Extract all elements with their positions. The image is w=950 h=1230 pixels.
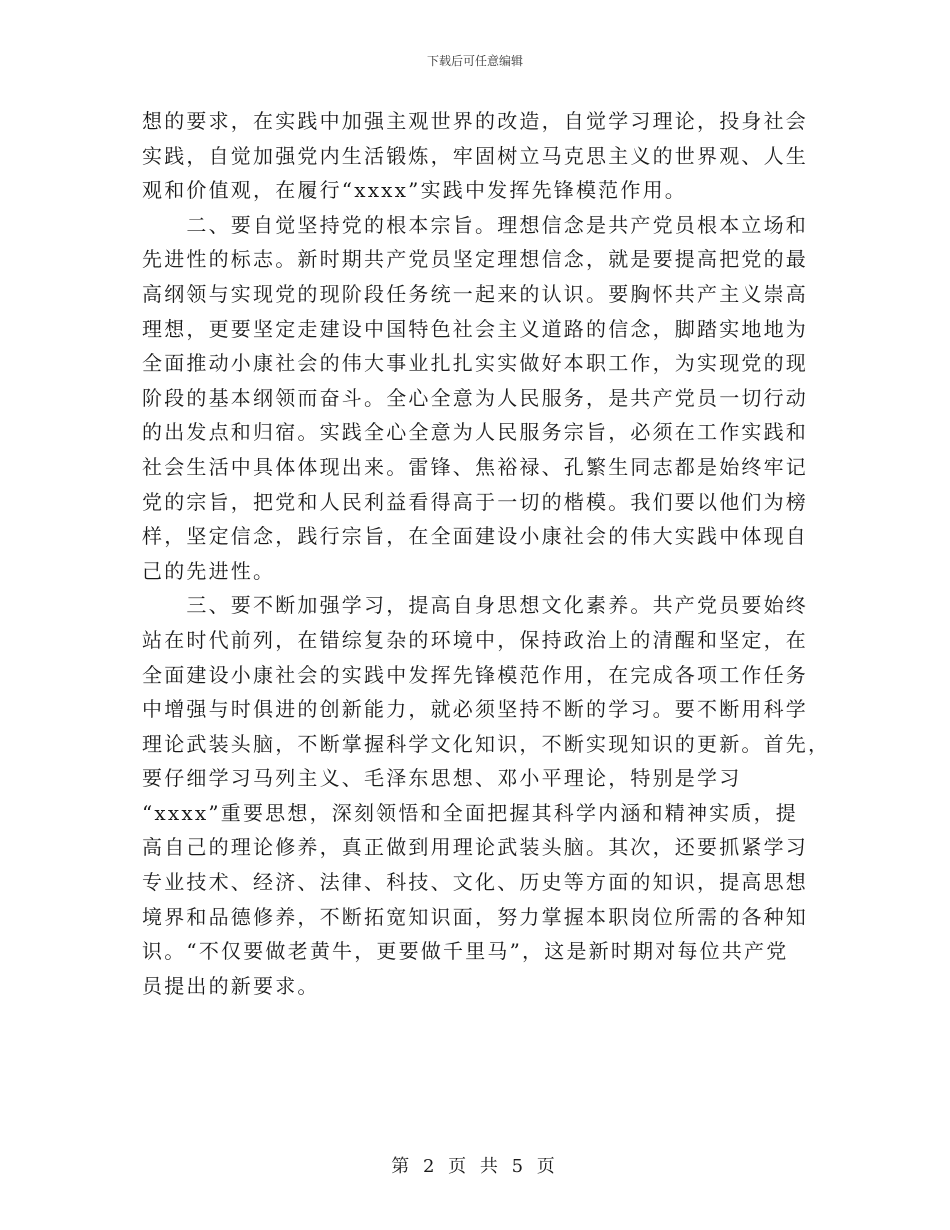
text-line: 社会生活中具体体现出来。雷锋、焦裕禄、孔繁生同志都是始终牢记 bbox=[142, 454, 808, 479]
page-number-footer: 第 2 页 共 5 页 bbox=[391, 1156, 559, 1177]
text-line: 样，坚定信念，践行宗旨，在全面建设小康社会的伟大实践中体现自 bbox=[142, 524, 808, 549]
text-line: 中增强与时俱进的创新能力，就必须坚持不断的学习。要不断用科学 bbox=[142, 697, 808, 722]
text-line: 党的宗旨，把党和人民利益看得高于一切的楷模。我们要以他们为榜 bbox=[142, 489, 808, 514]
paragraph-2 bbox=[142, 208, 808, 589]
text-line: 要仔细学习马列主义、毛泽东思想、邓小平理论，特别是学习 bbox=[142, 766, 742, 791]
page-header: 下载后可任意编辑 bbox=[426, 54, 523, 68]
text-line: 员提出的新要求。 bbox=[142, 973, 320, 998]
text-line: 全面推动小康社会的伟大事业扎扎实实做好本职工作，为实现党的现 bbox=[142, 351, 808, 376]
paragraph-3 bbox=[142, 588, 831, 1003]
document-body bbox=[142, 104, 831, 1003]
text-line: 专业技术、经济、法律、科技、文化、历史等方面的知识，提高思想 bbox=[142, 870, 808, 895]
text-line: 先进性的标志。新时期共产党员坚定理想信念，就是要提高把党的最 bbox=[142, 247, 808, 272]
text-line: 实践，自觉加强党内生活锻炼，牢固树立马克思主义的世界观、人生 bbox=[142, 143, 808, 168]
text-line: 高自己的理论修养，真正做到用理论武装头脑。其次，还要抓紧学习 bbox=[142, 835, 808, 860]
text-line: 三、要不断加强学习，提高自身思想文化素养。共产党员要始终 bbox=[142, 593, 808, 618]
text-line: 的出发点和归宿。实践全心全意为人民服务宗旨，必须在工作实践和 bbox=[142, 420, 808, 445]
text-line: 高纲领与实现党的现阶段任务统一起来的认识。要胸怀共产主义崇高 bbox=[142, 281, 808, 306]
text-line: “xxxx”重要思想，深刻领悟和全面把握其科学内涵和精神实质，提 bbox=[142, 800, 798, 825]
text-line: 己的先进性。 bbox=[142, 558, 276, 583]
text-line: 想的要求，在实践中加强主观世界的改造，自觉学习理论，投身社会 bbox=[142, 109, 808, 133]
text-line: 站在时代前列，在错综复杂的环境中，保持政治上的清醒和坚定，在 bbox=[142, 627, 808, 652]
text-line: 境界和品德修养，不断拓宽知识面，努力掌握本职岗位所需的各种知 bbox=[142, 904, 808, 929]
text-line: 阶段的基本纲领而奋斗。全心全意为人民服务，是共产党员一切行动 bbox=[142, 385, 808, 410]
text-line: 二、要自觉坚持党的根本宗旨。理想信念是共产党员根本立场和 bbox=[142, 212, 808, 237]
text-line: 观和价值观，在履行“xxxx”实践中发挥先锋模范作用。 bbox=[142, 178, 687, 203]
text-line: 全面建设小康社会的实践中发挥先锋模范作用，在完成各项工作任务 bbox=[142, 662, 808, 687]
text-line: 理论武装头脑，不断掌握科学文化知识，不断实现知识的更新。首先， bbox=[142, 731, 831, 756]
text-line: 识。“不仅要做老黄牛，更要做千里马”，这是新时期对每位共产党 bbox=[142, 939, 789, 964]
text-line: 理想，更要坚定走建设中国特色社会主义道路的信念，脚踏实地地为 bbox=[142, 316, 808, 341]
paragraph-1 bbox=[142, 104, 808, 208]
